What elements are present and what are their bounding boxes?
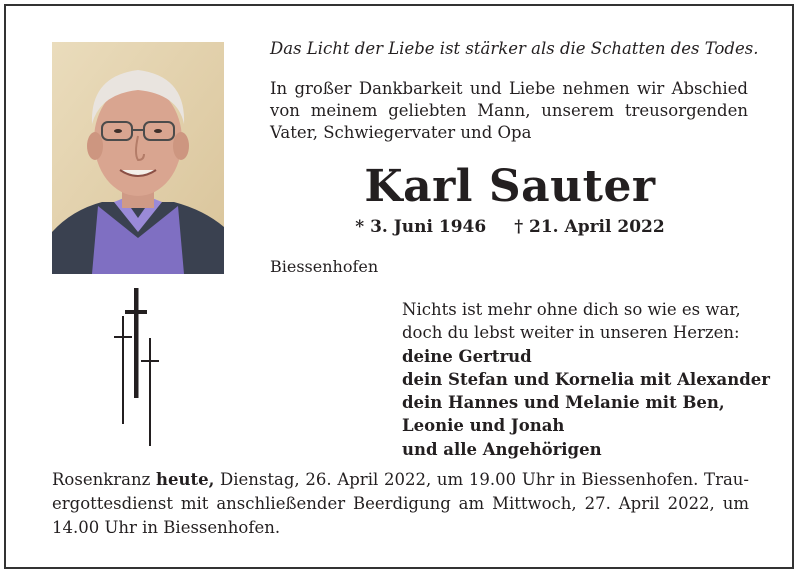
three-crosses-icon — [110, 286, 170, 452]
residence-place: Biessenhofen — [270, 257, 379, 276]
portrait-illustration — [52, 42, 224, 274]
mourner-name: Leonie und Jonah — [402, 416, 565, 436]
mourner-name: deine Gertrud — [402, 346, 532, 366]
service-line: ergottesdienst mit anschließender Beerdigung am Mittwoch, 27. April 2022, um — [52, 494, 749, 513]
death-date: † 21. April 2022 — [514, 217, 665, 237]
mourners-block — [402, 298, 770, 461]
life-dates — [270, 216, 750, 238]
service-line: Rosenkranz heute, Dienstag, 26. April 2022, um 19.00 Uhr in Biessenhofen. Trau- — [52, 470, 749, 489]
farewell-intro — [270, 78, 748, 144]
birth-date: * 3. Juni 1946 — [355, 217, 487, 237]
mourner-name: dein Hannes und Melanie mit Ben, — [402, 393, 725, 413]
intro-line: In großer Dankbarkeit und Liebe nehmen wir Abschied — [270, 79, 748, 98]
mourners-line: Nichts ist mehr ohne dich so wie es war, — [402, 300, 741, 319]
intro-line: Vater, Schwiegervater und Opa — [270, 123, 532, 142]
memorial-quote: Das Licht der Liebe ist stärker als die Schatten des Todes. — [270, 39, 759, 58]
portrait-photo — [52, 42, 224, 274]
mourner-name: und alle Angehörigen — [402, 439, 602, 459]
today-emphasis: heute, — [155, 470, 215, 489]
deceased-name: Karl Sauter — [364, 161, 656, 212]
mourner-name: dein Stefan und Kornelia mit Alexander — [402, 369, 770, 389]
intro-line: von meinem geliebten Mann, unserem treusorgenden — [270, 101, 748, 120]
service-details — [52, 468, 749, 540]
service-line: 14.00 Uhr in Biessenhofen. — [52, 518, 281, 537]
mourners-line: doch du lebst weiter in unseren Herzen: — [402, 323, 740, 343]
